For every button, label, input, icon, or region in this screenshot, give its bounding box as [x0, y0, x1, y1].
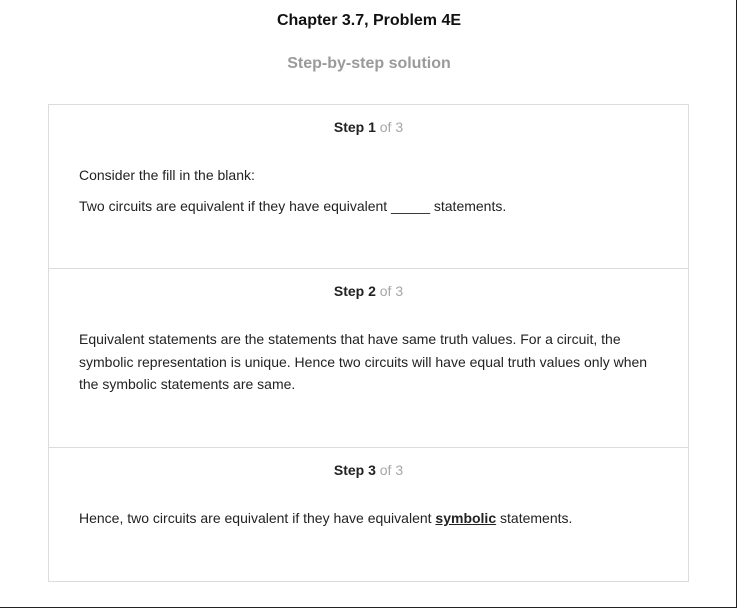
- steps-container: [48, 104, 689, 582]
- step-card-1: [49, 105, 688, 269]
- chapter-title: Chapter 3.7, Problem 4E: [276, 12, 462, 29]
- step-card-2: [49, 269, 688, 448]
- step-2-total: of 3: [379, 283, 404, 299]
- step-2-body: [79, 328, 664, 404]
- step-1-body: [79, 164, 664, 225]
- answer-suffix: statements.: [496, 510, 573, 526]
- step-2-paragraph: Equivalent statements are the statements that have same truth values. For a circuit, the symbolic representation is unique. Hence two circuits will have equal truth values only when the symbolic statements are same.: [79, 331, 648, 392]
- step-3-paragraph: [79, 507, 664, 530]
- step-3-header: [49, 462, 688, 478]
- step-3-total: of 3: [379, 462, 404, 478]
- step-1-paragraph: Two circuits are equivalent if they have equivalent _____ statements.: [79, 197, 507, 214]
- solution-subtitle: Step-by-step solution: [287, 55, 451, 72]
- answer-word: symbolic: [435, 510, 497, 526]
- step-3-label: Step 3: [333, 462, 376, 478]
- step-card-3: [49, 448, 688, 581]
- step-3-body: [79, 507, 664, 538]
- step-1-header: [49, 119, 688, 135]
- step-1-total: of 3: [379, 119, 404, 135]
- step-1-paragraph: Consider the fill in the blank:: [79, 167, 255, 183]
- step-2-header: [49, 283, 688, 299]
- answer-prefix: Hence, two circuits are equivalent if they have equivalent: [79, 510, 436, 526]
- step-1-label: Step 1: [333, 119, 376, 135]
- step-2-label: Step 2: [333, 283, 376, 299]
